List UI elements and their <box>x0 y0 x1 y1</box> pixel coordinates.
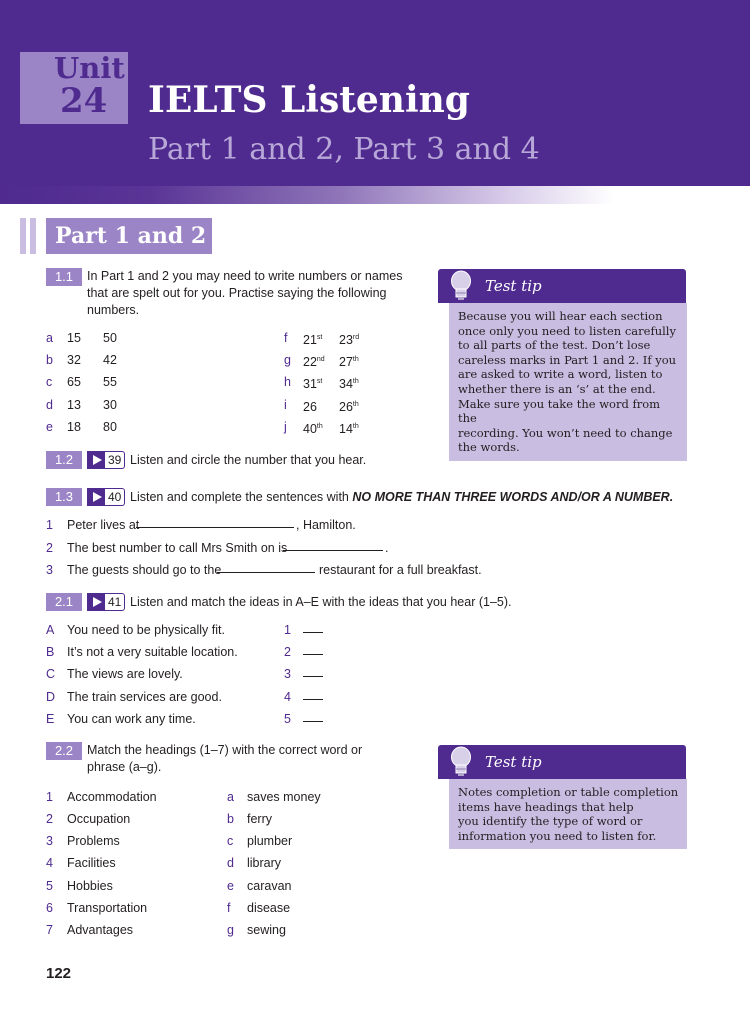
item-value: 34 <box>339 377 353 391</box>
answer-number: 4 <box>284 690 291 704</box>
item-label: e <box>227 879 234 893</box>
heading-text: Advantages <box>67 923 134 937</box>
item-label: g <box>227 923 234 937</box>
heading-text: Occupation <box>67 812 131 826</box>
tip-line: careless marks in Part 1 and 2. If you <box>458 352 677 367</box>
item-label: 7 <box>46 923 53 937</box>
item-label: e <box>46 420 53 434</box>
tip-line: are asked to write a word, listen to <box>458 367 663 382</box>
item-label: A <box>46 623 55 637</box>
answer-blank[interactable] <box>303 689 323 700</box>
instruction-line: that are spelt out for you. Practise saying the following <box>87 286 387 300</box>
instruction-text: Listen and complete the sentences with <box>130 490 353 504</box>
test-tip-body <box>449 303 687 461</box>
item-label: B <box>46 645 55 659</box>
item-label: d <box>227 856 234 870</box>
item-label: c <box>46 375 53 389</box>
tip-line: Make sure you take the word from the <box>458 396 661 426</box>
item-value: 55 <box>103 375 117 389</box>
sentence-text: The guests should go to the <box>67 563 222 577</box>
item-value: 27 <box>339 355 353 369</box>
item-label: f <box>284 331 288 345</box>
banner-gradient-strip <box>0 186 750 204</box>
idea-text: You can work any time. <box>67 712 196 726</box>
answer-number: 1 <box>284 623 291 637</box>
audio-track-button[interactable] <box>87 451 125 469</box>
item-value: 26 <box>303 400 317 414</box>
answer-item <box>284 644 291 660</box>
track-number: 39 <box>105 451 125 469</box>
heading-text: Facilities <box>67 856 116 870</box>
word-text: library <box>247 856 282 870</box>
answer-blank[interactable] <box>217 562 315 573</box>
ordinal-suffix: th <box>352 423 359 430</box>
item-value: 50 <box>103 331 117 345</box>
ordinal-suffix: th <box>352 401 359 408</box>
word-text: ferry <box>247 812 272 826</box>
item-label: 3 <box>46 834 53 848</box>
item-label: b <box>46 353 53 367</box>
idea-text: The views are lovely. <box>67 667 183 681</box>
item-value: 21 <box>303 333 317 347</box>
exercise-instruction <box>87 742 407 776</box>
item-label: g <box>284 353 291 367</box>
test-tip-body <box>449 779 687 849</box>
section-heading: Part 1 and 2 <box>46 218 212 254</box>
tip-line: the words. <box>458 440 520 455</box>
play-icon <box>87 451 105 469</box>
item-value: 80 <box>103 420 117 434</box>
answer-blank[interactable] <box>303 711 323 722</box>
audio-track-button[interactable] <box>87 488 125 506</box>
answer-blank[interactable] <box>303 666 323 677</box>
instruction-line: phrase (a–g). <box>87 760 162 774</box>
item-label: 4 <box>46 856 53 870</box>
idea-text: It’s not a very suitable location. <box>67 645 238 659</box>
page-title: IELTS Listening <box>148 79 470 121</box>
item-label: 2 <box>46 812 53 826</box>
exercise-instruction <box>87 268 427 319</box>
ordinal-suffix: st <box>316 378 323 385</box>
answer-number: 2 <box>284 645 291 659</box>
idea-text: The train services are good. <box>67 690 222 704</box>
item-label: 6 <box>46 901 53 915</box>
answer-item <box>284 666 291 682</box>
tip-line: to all parts of the test. Don’t lose <box>458 338 651 353</box>
heading-text: Transportation <box>67 901 148 915</box>
heading-text: Accommodation <box>67 790 157 804</box>
tip-line: Because you will hear each section <box>458 309 663 323</box>
test-tip-title: Test tip <box>485 753 542 771</box>
answer-blank[interactable] <box>283 540 383 551</box>
item-value: 30 <box>103 398 117 412</box>
answer-blank[interactable] <box>303 644 323 655</box>
item-label: f <box>227 901 231 915</box>
item-label: a <box>46 331 53 345</box>
track-number: 40 <box>105 488 125 506</box>
answer-item <box>284 711 291 727</box>
ordinal-suffix: th <box>352 378 359 385</box>
answer-number: 5 <box>284 712 291 726</box>
exercise-number: 1.1 <box>46 268 82 286</box>
sentence-text: restaurant for a full breakfast. <box>319 563 482 577</box>
answer-blank[interactable] <box>303 622 323 633</box>
item-label: E <box>46 712 55 726</box>
item-value: 18 <box>67 420 81 434</box>
item-label: h <box>284 375 291 389</box>
item-value: 22 <box>303 355 317 369</box>
sentence-text: . <box>385 541 389 555</box>
item-label: b <box>227 812 234 826</box>
sentence-text: , Hamilton. <box>296 518 356 532</box>
word-text: caravan <box>247 879 292 893</box>
item-label: a <box>227 790 234 804</box>
instruction-emphasis: NO MORE THAN THREE WORDS AND/OR A NUMBER. <box>352 490 674 504</box>
item-label: 1 <box>46 790 53 804</box>
unit-word: Unit <box>54 51 125 85</box>
heading-text: Hobbies <box>67 879 113 893</box>
item-value: 15 <box>67 331 81 345</box>
item-value: 26 <box>339 400 353 414</box>
ordinal-suffix: th <box>352 356 359 363</box>
audio-track-button[interactable] <box>87 593 125 611</box>
tip-line: whether there is an ‘s’ at the end. <box>458 381 656 396</box>
idea-text: You need to be physically fit. <box>67 623 225 637</box>
item-label: 5 <box>46 879 53 893</box>
play-icon <box>87 488 105 506</box>
item-label: d <box>46 398 53 412</box>
tip-line: Notes completion or table completion <box>458 785 679 799</box>
exercise-number: 1.2 <box>46 451 82 469</box>
ordinal-suffix: nd <box>316 356 325 363</box>
test-tip-title: Test tip <box>485 277 542 295</box>
item-label: 3 <box>46 563 53 577</box>
item-label: D <box>46 690 56 704</box>
item-label: i <box>284 398 287 412</box>
instruction-line: Match the headings (1–7) with the correct word or <box>87 743 363 757</box>
tip-line: recording. You won’t need to change <box>458 425 673 440</box>
answer-blank[interactable] <box>136 517 294 528</box>
test-tip-header <box>438 745 686 779</box>
exercise-number: 2.2 <box>46 742 82 760</box>
heading-text: Problems <box>67 834 120 848</box>
item-label: C <box>46 667 56 681</box>
track-number: 41 <box>105 593 125 611</box>
item-value: 40 <box>303 422 317 436</box>
item-value: 65 <box>67 375 81 389</box>
ordinal-suffix: th <box>316 423 323 430</box>
exercise-instruction: Listen and match the ideas in A–E with the ideas that you hear (1–5). <box>130 595 512 609</box>
word-text: disease <box>247 901 291 915</box>
item-label: 2 <box>46 541 53 555</box>
ordinal-suffix: st <box>316 334 323 341</box>
item-label: j <box>284 420 287 434</box>
answer-item <box>284 689 291 705</box>
sentence-text: Peter lives at <box>67 518 140 532</box>
answer-item <box>284 622 291 638</box>
item-label: c <box>227 834 234 848</box>
instruction-line: numbers. <box>87 303 140 317</box>
page-number: 122 <box>46 965 72 982</box>
lightbulb-icon <box>450 270 472 302</box>
ordinal-suffix: rd <box>352 334 360 341</box>
item-value: 31 <box>303 377 317 391</box>
item-value: 23 <box>339 333 353 347</box>
exercise-number: 2.1 <box>46 593 82 611</box>
exercise-instruction <box>130 489 673 505</box>
lightbulb-icon <box>450 746 472 778</box>
item-value: 14 <box>339 422 353 436</box>
section-heading-accent <box>20 218 26 254</box>
item-value: 13 <box>67 398 81 412</box>
unit-number: 24 <box>60 81 108 121</box>
exercise-number: 1.3 <box>46 488 82 506</box>
word-text: plumber <box>247 834 293 848</box>
section-heading-accent <box>30 218 36 254</box>
sentence-text: The best number to call Mrs Smith on is <box>67 541 288 555</box>
item-value: 42 <box>103 353 117 367</box>
word-text: saves money <box>247 790 321 804</box>
play-icon <box>87 593 105 611</box>
item-label: 1 <box>46 518 53 532</box>
exercise-instruction: Listen and circle the number that you hear. <box>130 453 367 467</box>
tip-line: items have headings that help <box>458 799 634 814</box>
page-subtitle: Part 1 and 2, Part 3 and 4 <box>148 132 540 167</box>
item-value: 32 <box>67 353 81 367</box>
instruction-line: In Part 1 and 2 you may need to write numbers or names <box>87 269 403 283</box>
word-text: sewing <box>247 923 286 937</box>
test-tip-header <box>438 269 686 303</box>
answer-number: 3 <box>284 667 291 681</box>
tip-line: once only you need to listen carefully <box>458 323 676 338</box>
tip-line: information you need to listen for. <box>458 828 657 843</box>
tip-line: you identify the type of word or <box>458 814 643 829</box>
